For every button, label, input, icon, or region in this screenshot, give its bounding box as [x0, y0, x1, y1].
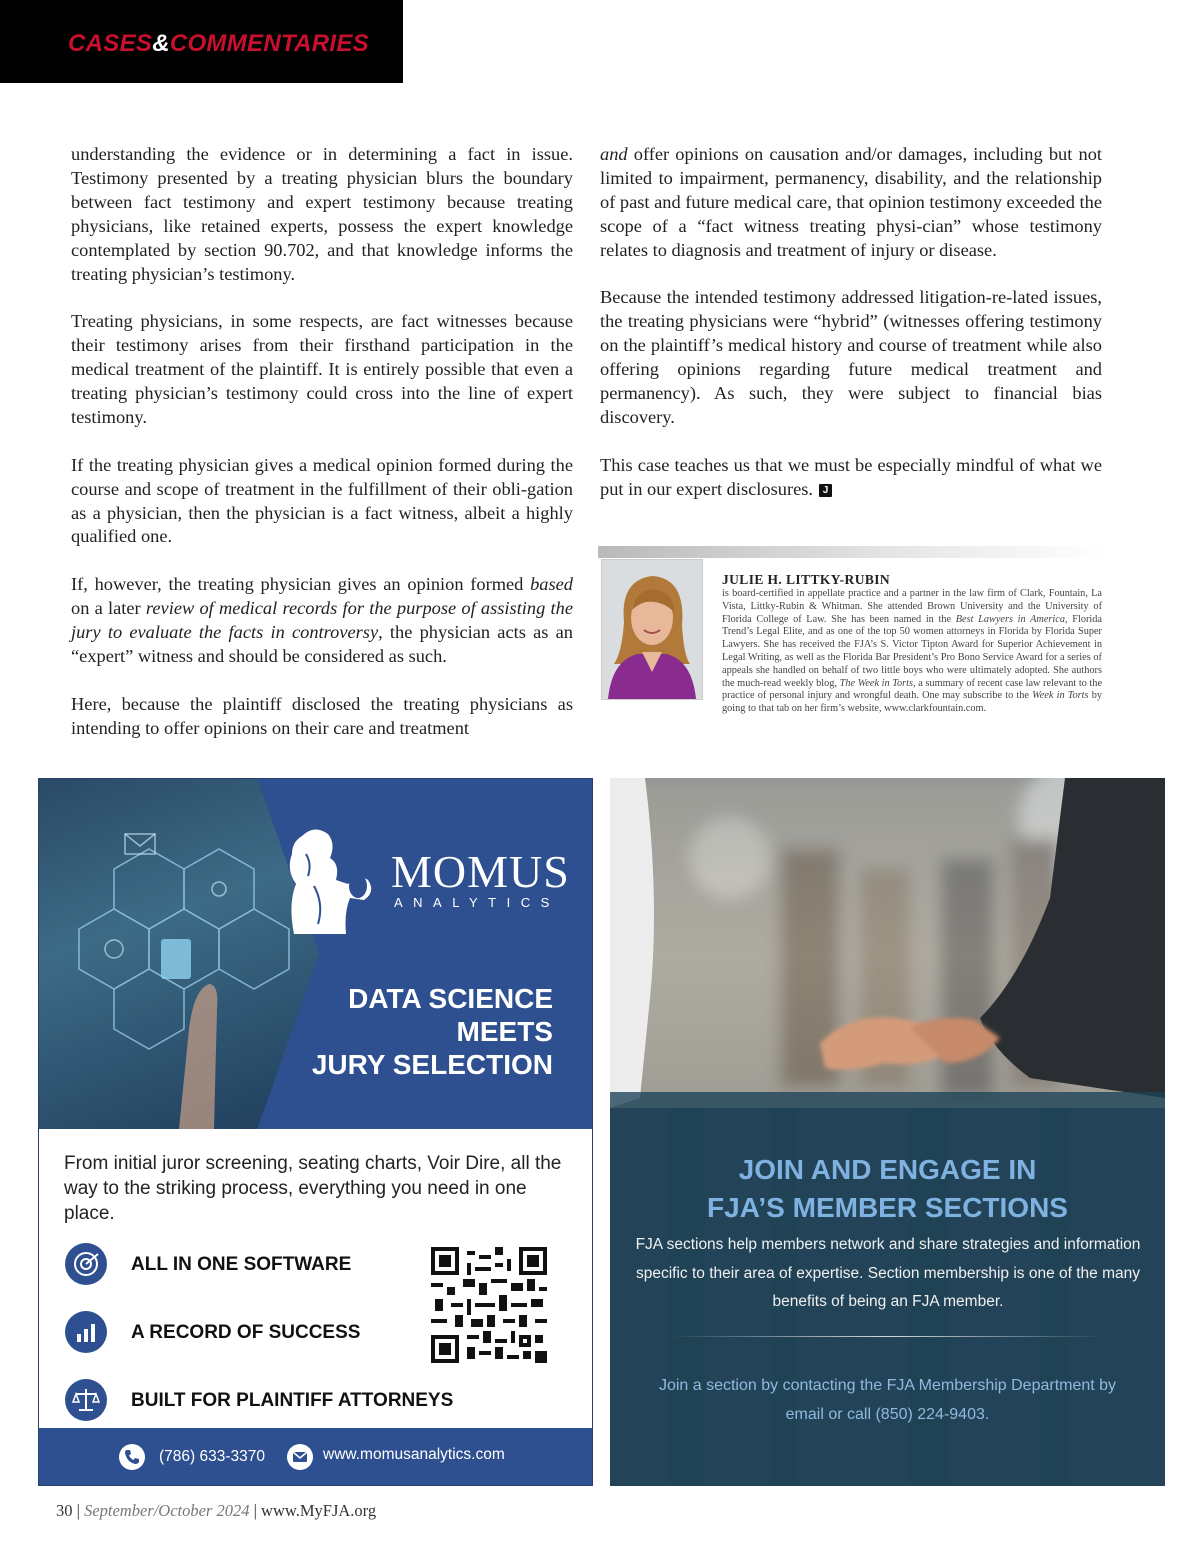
author-name: JULIE H. LITTKY-RUBIN [722, 572, 891, 587]
ad-headline: DATA SCIENCE [348, 983, 553, 1014]
ad-headline: FJA’S MEMBER SECTIONS [707, 1192, 1068, 1223]
email-icon [287, 1444, 313, 1470]
section-header-band [0, 0, 403, 83]
author-bio-text: is board-certified in appellate practice and a partner in the law firm of Clark, Fountain, La Vista, Littky-Rubin & Whitman. She attended Brown University and the University of Florida College of Law. She has been named in the Best Lawyers in America, Florida Trend’s Legal Elite, and as one of the top 50 women attorneys in Florida by Florida Super Lawyers. She has received the FJA’s S. Victor Tipton Award for Superior Achievement in Legal Writing, as well as the Florida Bar President’s Pro Bono Service Award for a series of appeals she handled on behalf of two little boys who were ultimately adopted. She authors the much-read weekly blog, The Week in Torts, a summary of recent case law relevant to the practice of personal injury and wrongful death. One may subscribe to the Week in Torts by going to that tab on her firm’s website, www.clarkfountain.com. [722, 588, 1103, 715]
feature-label: A RECORD OF SUCCESS [131, 1322, 361, 1343]
article-paragraph: Here, because the plaintiff disclosed the treating physicians as intending to offer opinions on their care and treatment [71, 693, 573, 738]
page-footer: 30 | September/October 2024 | www.MyFJA.org [56, 1501, 377, 1520]
article-paragraph: This case teaches us that we must be especially mindful of what we put in our expert disclosures. J [600, 454, 1102, 499]
website-link[interactable]: www.momusanalytics.com [323, 1446, 505, 1463]
article-paragraph: Because the intended testimony addressed litigation-re-lated issues, the treating physicians were “hybrid” (witnesses offering testimony on the plaintiff’s medical history and course of treatment while also offering opinions regarding future medical treatment and permanency). As such, they were subject to financial bias discovery. [600, 287, 1102, 427]
article-paragraph: If, however, the treating physician gives an opinion formed based on a later review of medical records for the purpose of assisting the jury to evaluate the facts in controversy, the physician acts as an “expert” witness and should be considered as such. [71, 574, 574, 666]
section-title: CASES&COMMENTARIES [68, 30, 369, 57]
fja-member-sections-ad[interactable] [610, 778, 1165, 1486]
qr-code-icon[interactable] [431, 1247, 547, 1363]
momus-logo-subtext: ANALYTICS [394, 895, 560, 910]
momus-logo-text: MOMUS [391, 846, 570, 897]
hexagon-network-photo [39, 779, 319, 1129]
scales-icon [65, 1379, 107, 1421]
article-column-right [600, 143, 1102, 525]
momus-analytics-ad[interactable] [38, 778, 593, 1486]
article-paragraph: Treating physicians, in some respects, are fact witnesses because their testimony arises from their firsthand participation in the medical treatment of the plaintiff. It is entirely possible that even a treating physician’s testimony could cross into the line of expert testimony. [71, 311, 573, 427]
ad-contact-text: Join a section by contacting the FJA Membership Department by email or call (850) 224-9403. [658, 1377, 1117, 1423]
feature-label: BUILT FOR PLAINTIFF ATTORNEYS [131, 1390, 454, 1411]
target-icon [65, 1243, 107, 1285]
momus-philosopher-logo-icon [284, 824, 379, 939]
momus-ad-banner [39, 779, 593, 1129]
article-paragraph: understanding the evidence or in determining a fact in issue. Testimony presented by a treating physician blurs the boundary between fact testimony and expert testimony because treating physicians, like retained experts, possess the expert knowledge contemplated by section 90.702, and that knowledge informs the treating physician’s testimony. [71, 144, 573, 284]
ad-headline: JOIN AND ENGAGE IN [738, 1154, 1037, 1185]
ad-headline: JURY SELECTION [311, 1049, 553, 1080]
page-number: 30 [56, 1501, 73, 1520]
momus-ad-intro: From initial juror screening, seating charts, Voir Dire, all the way to the striking process, everything you need in one place. [64, 1153, 562, 1224]
ad-body-text: FJA sections help members network and share strategies and information specific to their area of expertise. Section membership is one of the many benefits of being an FJA member. [635, 1236, 1141, 1310]
feature-label: ALL IN ONE SOFTWARE [131, 1254, 352, 1275]
phone-number[interactable]: (786) 633-3370 [159, 1448, 265, 1465]
issue-date: September/October 2024 [84, 1501, 250, 1520]
end-of-article-icon: J [819, 484, 832, 497]
bio-divider [598, 546, 1104, 558]
author-bio [722, 572, 1102, 716]
bar-chart-icon [65, 1311, 107, 1353]
phone-icon [119, 1444, 145, 1470]
article-paragraph: If the treating physician gives a medical opinion formed during the course and scope of treatment in the fulfillment of their obli-gation as a physician, then the physician is a fact witness, albeit a highly qualified one. [71, 454, 573, 547]
article-column-left [71, 143, 573, 764]
ad-divider [670, 1336, 1105, 1337]
article-paragraph: and offer opinions on causation and/or damages, including but not limited to impairment, permanency, disability, and the relationship of past and future medical care, that opinion testimony exceeded the scope of a “fact witness treating physi-cian” whose testimony relates to diagnosis and treatment of injury or disease. [600, 144, 1102, 260]
author-photo [601, 559, 703, 700]
momus-ad-contact-bar [39, 1428, 593, 1485]
ad-headline: MEETS [456, 1016, 553, 1047]
site-url[interactable]: www.MyFJA.org [261, 1501, 377, 1520]
